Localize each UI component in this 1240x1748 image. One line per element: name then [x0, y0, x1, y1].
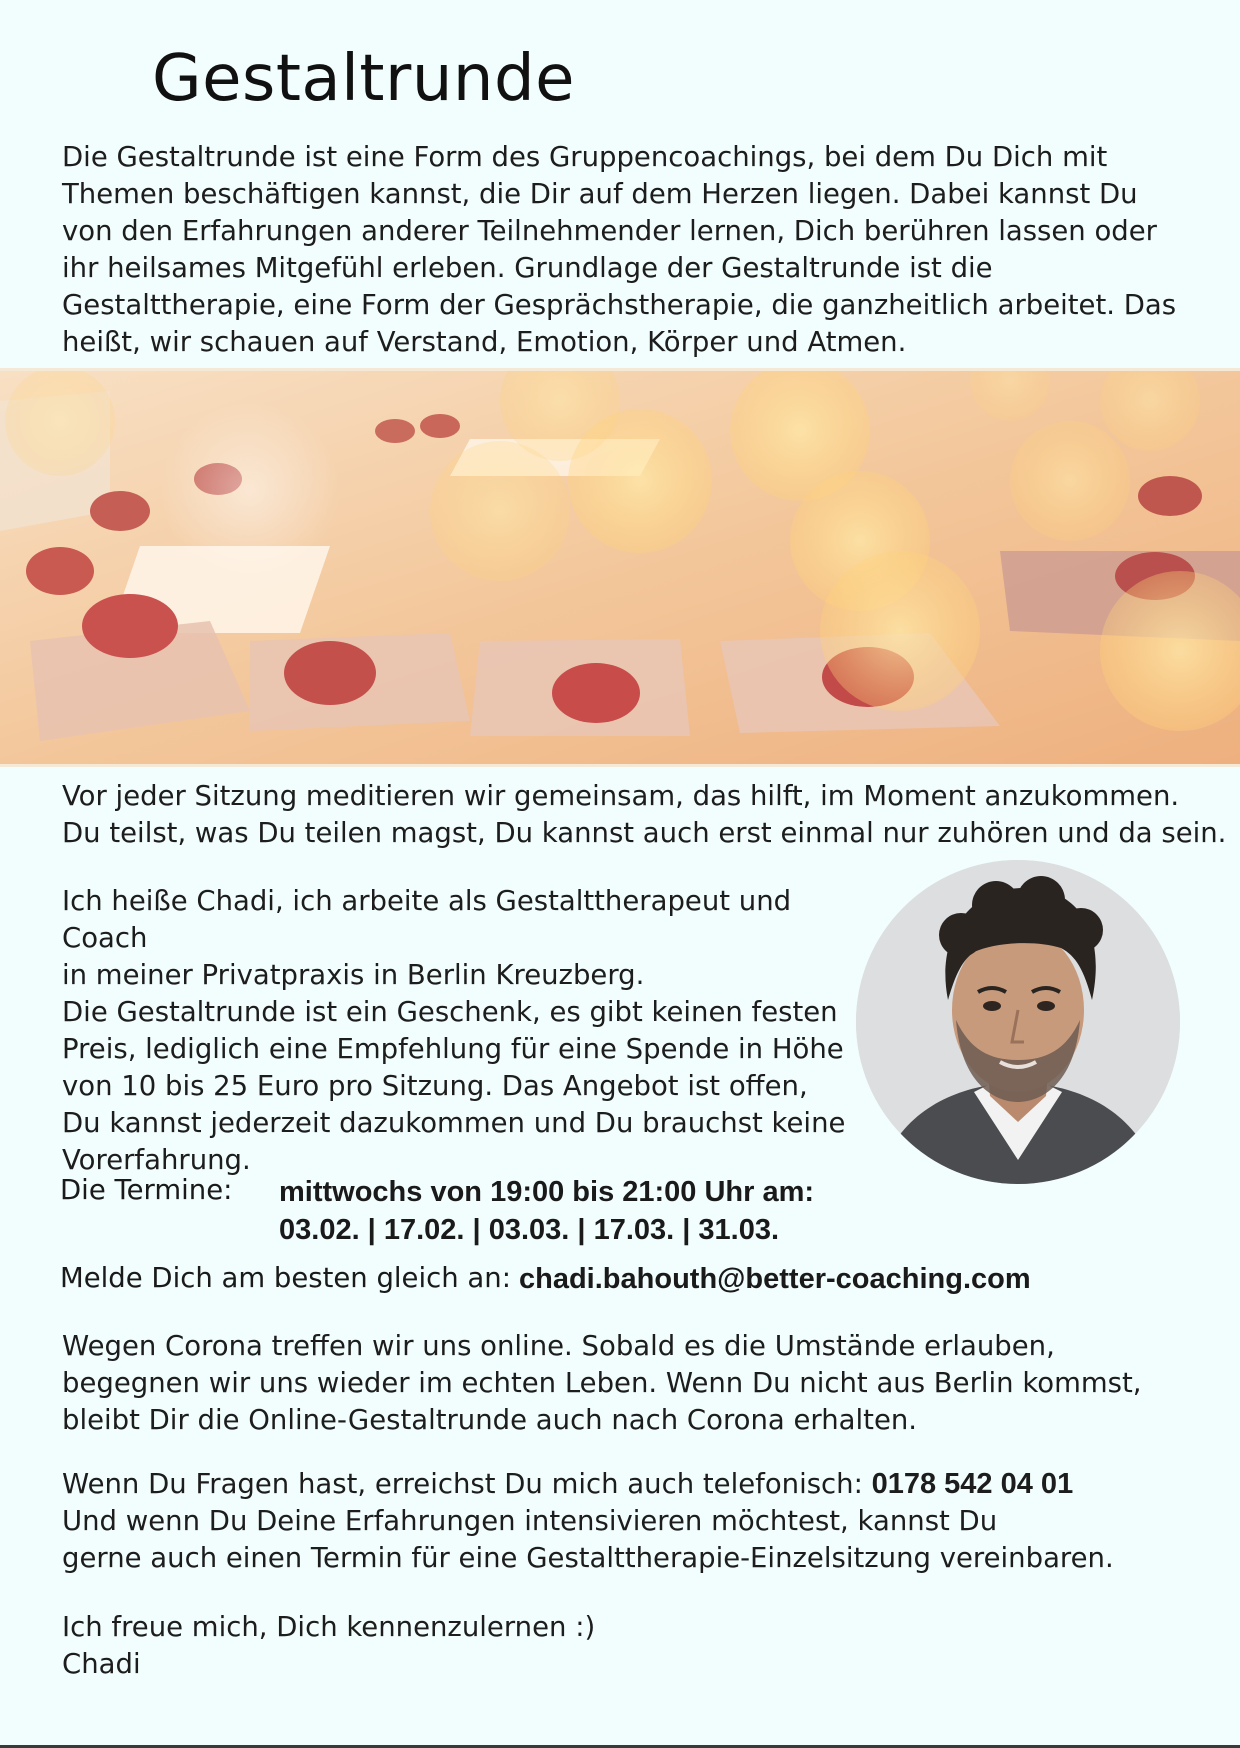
about-line: Du kannst jederzeit dazukommen und Du brauchst keine — [62, 1107, 846, 1139]
questions-line: Und wenn Du Deine Erfahrungen intensivieren möchtest, kannst Du — [62, 1505, 998, 1537]
corona-line: Wegen Corona treffen wir uns online. Sobald es die Umstände erlauben, — [62, 1330, 1055, 1362]
about-paragraph — [62, 883, 882, 1179]
about-line: Preis, lediglich eine Empfehlung für eine Spende in Höhe — [62, 1033, 844, 1065]
closing-signature: Chadi — [62, 1648, 141, 1680]
questions-line — [62, 1466, 1073, 1503]
meditation-paragraph — [62, 778, 1240, 852]
signup-label: Melde Dich am besten gleich an: — [60, 1262, 511, 1294]
meditation-line: Vor jeder Sitzung meditieren wir gemeinsam, das hilft, im Moment anzukommen. — [62, 780, 1180, 812]
questions-line: gerne auch einen Termin für eine Gestalttherapie-Einzelsitzung vereinbaren. — [62, 1542, 1114, 1574]
corona-paragraph — [62, 1328, 1212, 1439]
hero-image — [0, 368, 1240, 767]
portrait-photo — [856, 860, 1180, 1184]
questions-text: Wenn Du Fragen hast, erreichst Du mich auch telefonisch: — [62, 1468, 872, 1500]
about-line: Vorerfahrung. — [62, 1144, 251, 1176]
page-title: Gestaltrunde — [152, 42, 575, 116]
closing-paragraph — [62, 1609, 595, 1683]
about-line: in meiner Privatpraxis in Berlin Kreuzberg. — [62, 959, 645, 991]
about-line: von 10 bis 25 Euro pro Sitzung. Das Angebot ist offen, — [62, 1070, 808, 1102]
questions-paragraph — [62, 1503, 1212, 1577]
about-line: Die Gestaltrunde ist ein Geschenk, es gibt keinen festen — [62, 996, 838, 1028]
closing-greeting: Ich freue mich, Dich kennenzulernen :) — [62, 1611, 596, 1643]
about-line: Ich heiße Chadi, ich arbeite als Gestalttherapeut und Coach — [62, 885, 792, 954]
phone-number[interactable]: 0178 542 04 01 — [871, 1468, 1074, 1500]
dates-list: 03.02. | 17.02. | 03.03. | 17.03. | 31.03. — [279, 1214, 780, 1246]
dates-schedule: mittwochs von 19:00 bis 21:00 Uhr am: — [279, 1176, 815, 1208]
signup-email-link[interactable]: chadi.bahouth@better-coaching.com — [519, 1263, 1031, 1295]
corona-line: begegnen wir uns wieder im echten Leben. Wenn Du nicht aus Berlin kommst, — [62, 1367, 1142, 1399]
dates-label: Die Termine: — [60, 1174, 233, 1206]
meditation-line: Du teilst, was Du teilen magst, Du kannst auch erst einmal nur zuhören und da sein. — [62, 817, 1227, 849]
intro-paragraph: Die Gestaltrunde ist eine Form des Gruppencoachings, bei dem Du Dich mit Themen beschäftigen kannst, die Dir auf dem Herzen liegen. Dabei kannst Du von den Erfahrungen anderer Teilnehmender lernen, Dich berühren lassen oder ihr heilsames Mitgefühl erleben. Grundlage der Gestaltrunde ist die Gestalttherapie, eine Form der Gesprächstherapie, die ganzheitlich arbeitet. Das heißt, wir schauen auf Verstand, Emotion, Körper und Atmen. — [62, 141, 1177, 358]
corona-line: bleibt Dir die Online-Gestaltrunde auch nach Corona erhalten. — [62, 1404, 918, 1436]
